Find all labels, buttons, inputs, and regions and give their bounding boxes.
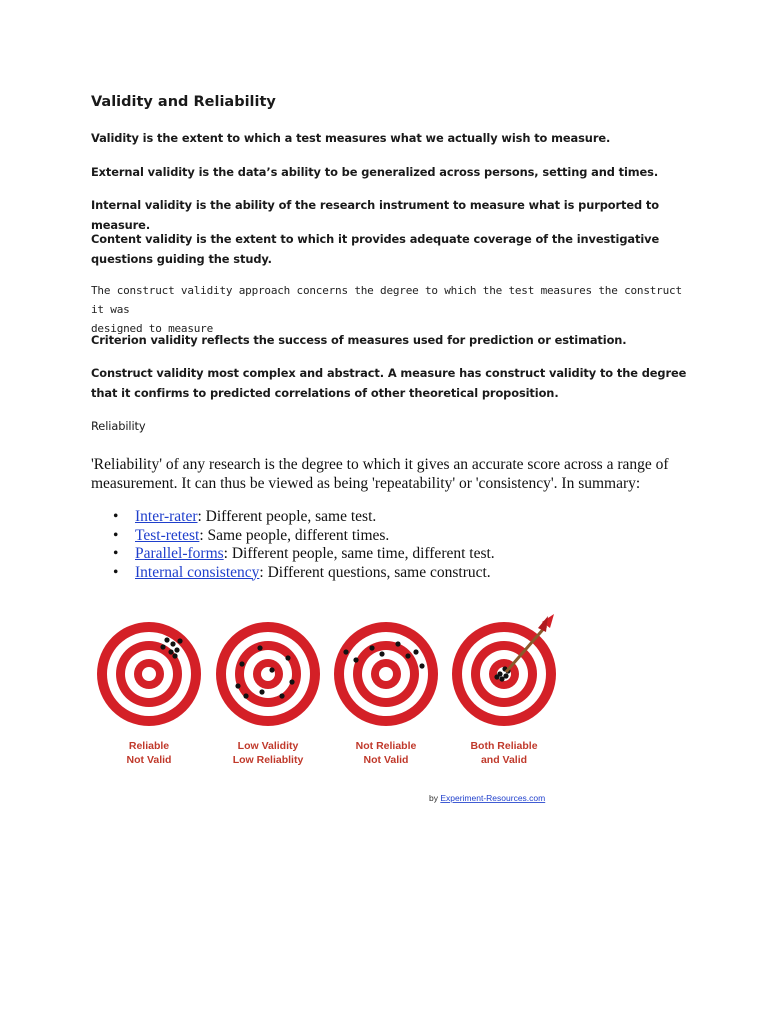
target-label-line1: Reliable [128, 740, 170, 752]
list-item-text: : Different people, same test. [197, 508, 377, 525]
target-label-line1: Low Validity [237, 740, 299, 752]
target-label-line2: Not Valid [126, 754, 172, 766]
target-label-line1: Not Reliable [355, 740, 417, 752]
list-item-text: : Different people, same time, different test. [223, 545, 495, 562]
list-item [113, 564, 495, 583]
list-item [113, 527, 495, 546]
target-icon [97, 622, 201, 726]
validity-reliability-figure [88, 598, 568, 808]
bullet-icon: • [113, 563, 119, 581]
bullet-icon: • [113, 508, 119, 525]
target-label-line1: Both Reliable [470, 740, 538, 752]
test-retest-link[interactable]: Test-retest [135, 526, 200, 544]
internal-validity-paragraph: Internal validity is the ability of the research instrument to measure what is purported to measure. [91, 198, 659, 232]
reliability-intro: 'Reliability' of any research is the degree to which it gives an accurate score across a range of measurement. It can thus be viewed as being 'repeatability' or 'consistency'. In summary: [91, 456, 669, 492]
target-label-line2: and Valid [480, 754, 528, 766]
inter-rater-link[interactable]: Inter-rater [135, 508, 198, 525]
internal-consistency-link[interactable]: Internal consistency [135, 563, 260, 581]
target-icon [334, 622, 438, 726]
construct-complex-paragraph: Construct validity most complex and abstract. A measure has construct validity to the degree that it confirms to predicted correlations of other theoretical proposition. [91, 366, 687, 400]
credit-site-link[interactable]: Experiment-Resources.com [440, 793, 546, 803]
list-item-text: : Same people, different times. [199, 526, 390, 544]
list-item [113, 508, 495, 527]
external-validity-paragraph: External validity is the data’s ability to be generalized across persons, setting and times. [91, 165, 659, 179]
target-label-line2: Low Reliablity [232, 754, 304, 766]
reliability-heading: Reliability [91, 419, 146, 433]
credit-line [429, 793, 545, 803]
target-label-line2: Not Valid [363, 754, 409, 766]
page-title: Validity and Reliability [91, 94, 276, 110]
credit-prefix: by [429, 793, 441, 803]
content-validity-paragraph: Content validity is the extent to which it provides adequate coverage of the investigative questions guiding the study. [91, 232, 660, 266]
target-icon [452, 614, 556, 726]
target-icon [216, 622, 320, 726]
validity-paragraph: Validity is the extent to which a test measures what we actually wish to measure. [91, 131, 611, 145]
parallel-forms-link[interactable]: Parallel-forms [135, 545, 224, 562]
construct-approach-line-2: designed to measure [91, 322, 214, 335]
criterion-validity-paragraph: Criterion validity reflects the success of measures used for prediction or estimation. [91, 333, 627, 347]
construct-approach-line-1: The construct validity approach concerns the degree to which the test measures the construct it was [91, 284, 682, 316]
list-item-text: : Different questions, same construct. [259, 563, 491, 581]
bullet-icon: • [113, 526, 119, 544]
reliability-types-list [113, 508, 495, 582]
bullet-icon: • [113, 545, 119, 562]
targets-illustration [88, 598, 568, 808]
list-item [113, 545, 495, 564]
